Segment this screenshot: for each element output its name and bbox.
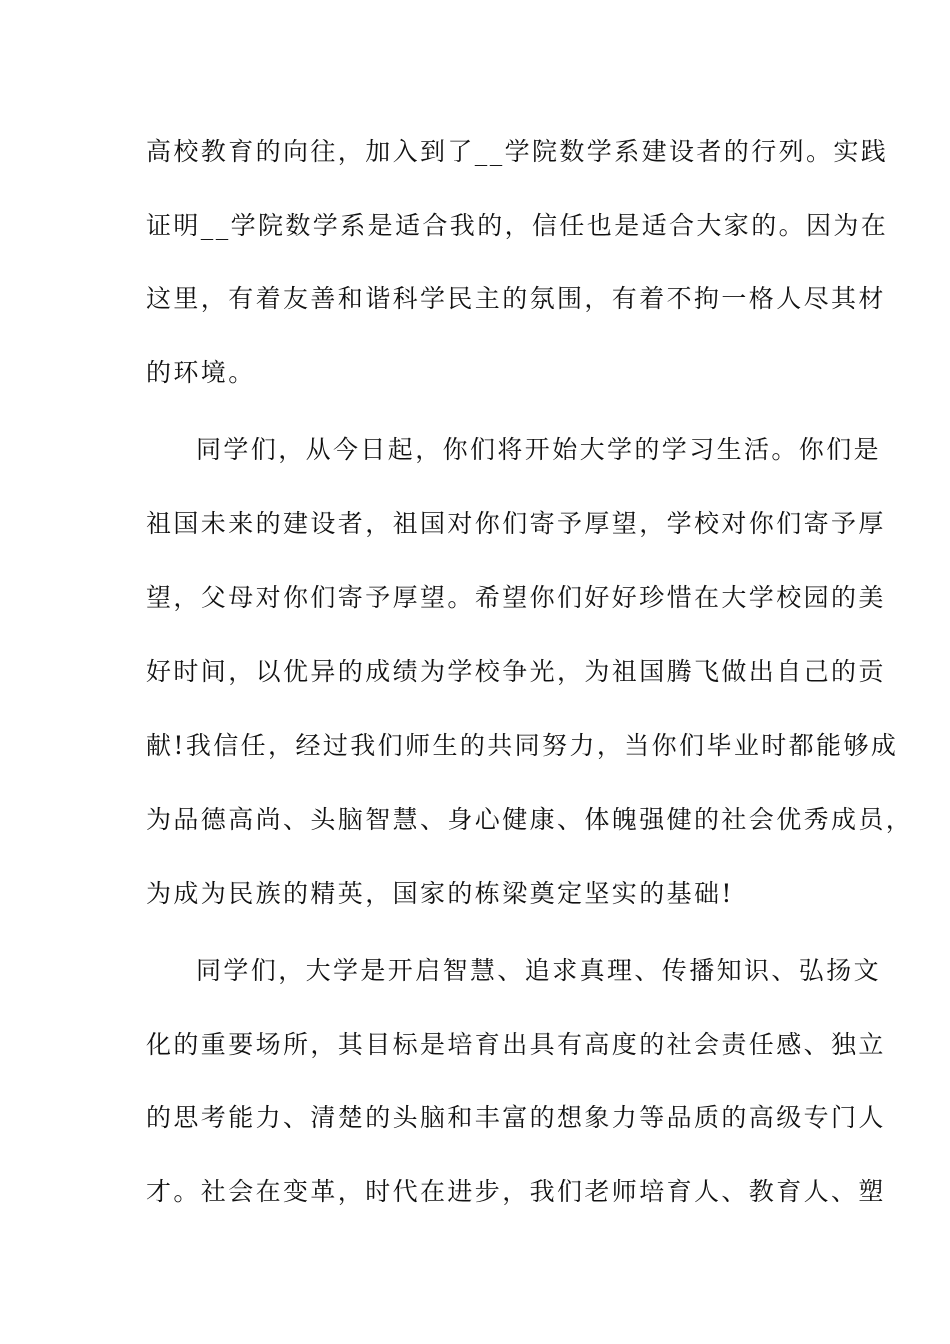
text-line: 才。社会在变革，时代在进步，我们老师培育人、教育人、塑 (146, 1177, 886, 1206)
text-line: 化的重要场所，其目标是培育出具有高度的社会责任感、独立 (146, 1030, 886, 1059)
text-line: 望，父母对你们寄予厚望。希望你们好好珍惜在大学校园的美 (146, 583, 886, 612)
text-line: 祖国未来的建设者，祖国对你们寄予厚望，学校对你们寄予厚 (146, 509, 886, 538)
text-line: 高校教育的向往，加入到了__学院数学系建设者的行列。实践 (146, 137, 889, 166)
text-line: 为品德高尚、头脑智慧、身心健康、体魄强健的社会优秀成员， (146, 805, 914, 834)
text-line: 证明__学院数学系是适合我的，信任也是适合大家的。因为在 (146, 211, 889, 240)
text-line: 为成为民族的精英，国家的栋梁奠定坚实的基础! (146, 879, 734, 908)
text-line: 的环境。 (146, 358, 256, 387)
text-line: 好时间，以优异的成绩为学校争光，为祖国腾飞做出自己的贡 (146, 657, 886, 686)
text-line: 这里，有着友善和谐科学民主的氛围，有着不拘一格人尽其材 (146, 284, 886, 313)
paragraph-first-line: 同学们，从今日起，你们将开始大学的学习生活。你们是 (196, 435, 882, 464)
text-line: 的思考能力、清楚的头脑和丰富的想象力等品质的高级专门人 (146, 1103, 886, 1132)
paragraph-first-line: 同学们，大学是开启智慧、追求真理、传播知识、弘扬文 (196, 956, 882, 985)
text-line: 献!我信任，经过我们师生的共同努力，当你们毕业时都能够成 (146, 731, 899, 760)
